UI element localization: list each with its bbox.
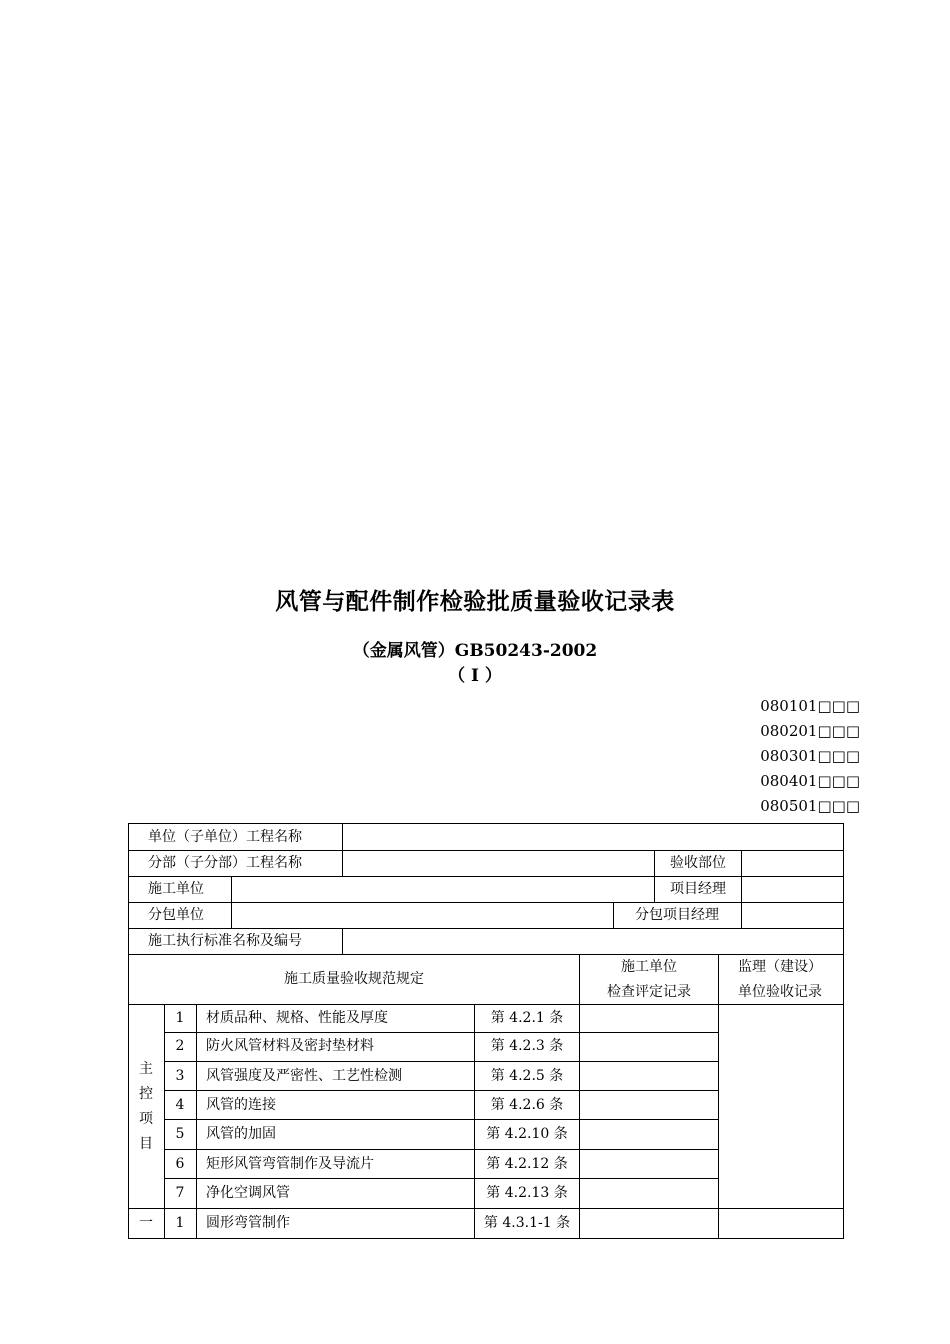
construction-unit-label: 施工单位 xyxy=(148,881,204,897)
item-name: 净化空调风管 xyxy=(206,1185,290,1201)
form-rule xyxy=(129,876,843,877)
form-code: 080201□□□ xyxy=(760,722,860,740)
main-items-label: 控 xyxy=(139,1086,153,1102)
supervision-header: 单位验收记录 xyxy=(738,984,822,1000)
item-number: 7 xyxy=(175,1185,185,1201)
form-rule xyxy=(741,876,742,902)
item-number: 5 xyxy=(175,1126,185,1142)
form-code: 080301□□□ xyxy=(760,747,860,765)
item-clause: 第 4.2.3 条 xyxy=(490,1038,564,1054)
item-number: 1 xyxy=(175,1215,185,1231)
item-name: 风管的加固 xyxy=(206,1126,276,1142)
item-clause: 第 4.2.10 条 xyxy=(486,1126,568,1142)
general-items-label: 一 xyxy=(139,1215,153,1231)
item-clause: 第 4.3.1-1 条 xyxy=(483,1215,571,1231)
form-rule xyxy=(129,902,843,903)
form-rule xyxy=(579,954,580,1238)
form-code: 080501□□□ xyxy=(760,797,860,815)
item-name: 材质品种、规格、性能及厚度 xyxy=(206,1010,388,1026)
form-rule xyxy=(342,824,343,850)
main-items-label: 主 xyxy=(139,1061,153,1077)
form-rule xyxy=(129,850,843,851)
acceptance-form xyxy=(128,823,844,1239)
item-number: 4 xyxy=(175,1097,185,1113)
subcontract-manager-label: 分包项目经理 xyxy=(635,907,719,923)
form-title: 风管与配件制作检验批质量验收记录表 xyxy=(275,589,675,615)
item-name: 圆形弯管制作 xyxy=(206,1215,290,1231)
main-items-label: 项 xyxy=(139,1111,153,1127)
construction-check-header: 施工单位 xyxy=(621,959,677,975)
form-rule xyxy=(342,928,343,954)
form-rule xyxy=(164,1090,719,1091)
form-code: 080401□□□ xyxy=(760,772,860,790)
form-rule xyxy=(164,1119,719,1120)
form-subtitle: （金属风管）GB50243-2002 xyxy=(352,641,598,661)
form-rule xyxy=(613,902,614,928)
form-rule xyxy=(474,1004,475,1238)
form-rule xyxy=(741,902,742,928)
sub-project-name-label: 分部（子分部）工程名称 xyxy=(148,855,302,871)
item-clause: 第 4.2.12 条 xyxy=(486,1156,568,1172)
item-name: 风管的连接 xyxy=(206,1097,276,1113)
form-rule xyxy=(129,1208,843,1209)
form-rule xyxy=(231,902,232,928)
form-rule xyxy=(741,850,742,876)
item-number: 6 xyxy=(175,1156,185,1172)
project-manager-label: 项目经理 xyxy=(670,881,726,897)
item-clause: 第 4.2.13 条 xyxy=(486,1185,568,1201)
form-rule xyxy=(164,1178,719,1179)
acceptance-part-label: 验收部位 xyxy=(670,855,726,871)
form-rule xyxy=(196,1004,197,1238)
subcontract-unit-label: 分包单位 xyxy=(148,907,204,923)
form-rule xyxy=(342,850,343,876)
form-rule xyxy=(129,928,843,929)
form-volume: （ I ） xyxy=(448,666,502,686)
construction-check-header: 检查评定记录 xyxy=(607,984,691,1000)
unit-project-name-label: 单位（子单位）工程名称 xyxy=(148,829,302,845)
form-rule xyxy=(164,1061,719,1062)
form-rule xyxy=(164,1032,719,1033)
form-rule xyxy=(231,876,232,902)
form-rule xyxy=(129,1004,843,1005)
item-name: 防火风管材料及密封垫材料 xyxy=(206,1038,374,1054)
form-rule xyxy=(164,1149,719,1150)
form-rule xyxy=(654,876,655,902)
form-rule xyxy=(654,850,655,876)
item-clause: 第 4.2.5 条 xyxy=(490,1068,564,1084)
item-name: 风管强度及严密性、工艺性检测 xyxy=(206,1068,402,1084)
standard-name-label: 施工执行标准名称及编号 xyxy=(148,933,302,949)
form-rule xyxy=(164,1004,165,1238)
item-name: 矩形风管弯管制作及导流片 xyxy=(206,1156,374,1172)
item-clause: 第 4.2.1 条 xyxy=(490,1010,564,1026)
item-number: 3 xyxy=(175,1068,185,1084)
item-number: 2 xyxy=(175,1038,185,1054)
spec-header: 施工质量验收规范规定 xyxy=(284,971,424,987)
form-rule xyxy=(129,954,843,955)
main-items-label: 目 xyxy=(139,1136,153,1152)
form-rule xyxy=(718,954,719,1238)
form-code: 080101□□□ xyxy=(760,697,860,715)
item-clause: 第 4.2.6 条 xyxy=(490,1097,564,1113)
item-number: 1 xyxy=(175,1010,185,1026)
supervision-header: 监理（建设） xyxy=(738,959,822,975)
form-codes xyxy=(760,694,860,819)
